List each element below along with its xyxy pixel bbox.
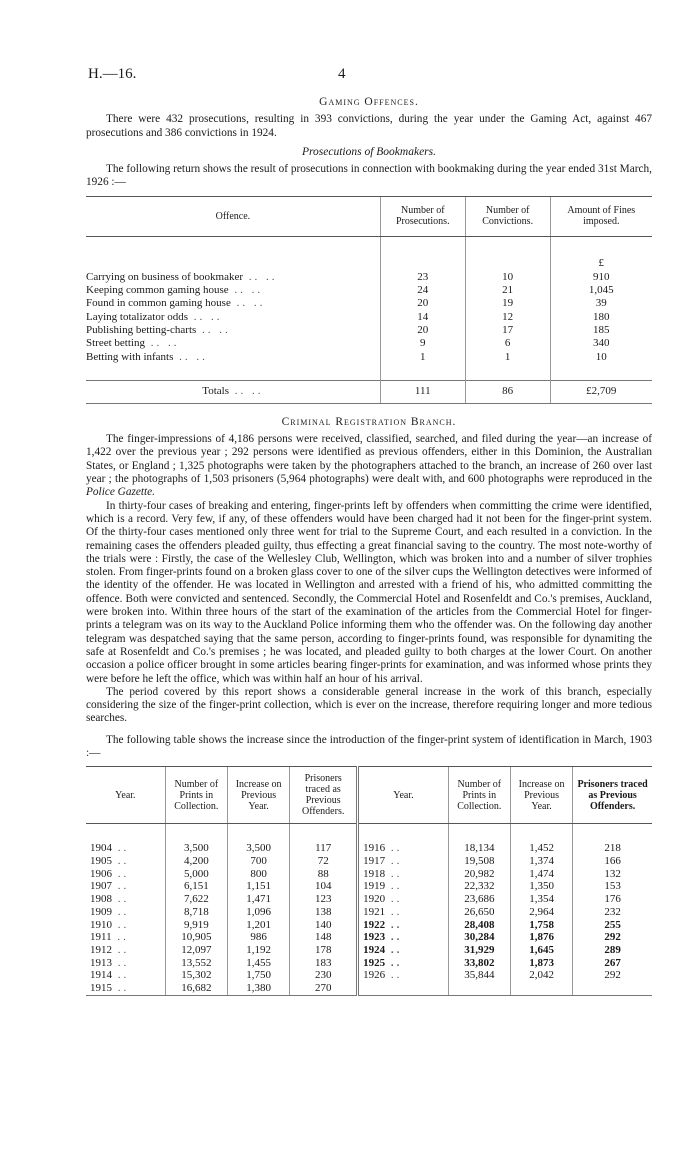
table-spacer xyxy=(86,364,652,381)
prisoners-cell-right: 289 xyxy=(573,944,652,957)
prosecutions-cell: 1 xyxy=(380,351,465,364)
prisoners-cell-left: 117 xyxy=(290,842,358,855)
gaming-offences-heading: Gaming Offences. xyxy=(319,96,419,108)
prints-cell-right: 33,802 xyxy=(448,957,510,970)
criminal-registration-heading: Criminal Registration Branch. xyxy=(281,415,457,428)
table-row xyxy=(86,284,652,297)
offence-cell xyxy=(86,324,380,337)
currency-unit: £ xyxy=(550,253,652,271)
prints-cell-right: 35,844 xyxy=(448,969,510,982)
col-prints-left: Number of Prints in Collection. xyxy=(165,767,227,824)
year-cell-right xyxy=(358,855,449,868)
year-value: 1923 xyxy=(363,931,386,944)
prisoners-cell-left: 123 xyxy=(290,893,358,906)
total-convictions: 86 xyxy=(465,380,550,403)
page-content xyxy=(86,96,652,996)
criminal-paragraph-1 xyxy=(86,433,652,499)
prosecutions-cell: 24 xyxy=(380,284,465,297)
leader-dots: .. xyxy=(385,969,403,982)
year-cell-right xyxy=(358,919,449,932)
prints-cell-left: 8,718 xyxy=(165,906,227,919)
leader-dots: .. xyxy=(111,931,129,944)
table-spacer xyxy=(86,236,652,253)
leader-dots: .. .. xyxy=(196,323,231,336)
offence-label: Carrying on business of bookmaker xyxy=(86,270,244,283)
year-cell-right xyxy=(358,868,449,881)
table-row xyxy=(86,337,652,350)
leader-dots: .. xyxy=(385,842,403,855)
increase-cell-left: 1,096 xyxy=(227,906,289,919)
prints-cell-left: 6,151 xyxy=(165,880,227,893)
col-year-right: Year. xyxy=(358,767,449,824)
leader-dots: .. xyxy=(385,956,403,969)
prisoners-cell-right: 255 xyxy=(573,919,652,932)
prisoners-cell-right: 292 xyxy=(573,931,652,944)
prisoners-cell-left: 138 xyxy=(290,906,358,919)
prints-cell-left: 10,905 xyxy=(165,931,227,944)
prisoners-cell-right: 166 xyxy=(573,855,652,868)
year-cell-left xyxy=(86,855,165,868)
year-value: 1920 xyxy=(363,893,386,906)
table-row xyxy=(86,351,652,364)
table-row xyxy=(86,311,652,324)
leader-dots: .. .. xyxy=(228,284,264,297)
year-value: 1912 xyxy=(90,943,112,956)
year-value: 1906 xyxy=(90,867,112,880)
year-cell-left xyxy=(86,893,165,906)
offence-cell xyxy=(86,271,380,284)
year-value: 1904 xyxy=(90,842,112,855)
offence-cell xyxy=(86,351,380,364)
col-prints-right: Number of Prints in Collection. xyxy=(448,767,510,824)
empty-cell xyxy=(510,982,572,995)
col-prisoners-right: Prisoners traced as Previous Offenders. xyxy=(573,767,652,824)
prints-cell-right: 30,284 xyxy=(448,931,510,944)
offence-cell xyxy=(86,297,380,310)
leader-dots: .. xyxy=(385,931,403,944)
prints-cell-left: 5,000 xyxy=(165,868,227,881)
table-row xyxy=(86,969,652,982)
criminal-paragraph-3: The period covered by this report shows a considerable general increase in the work of this branch, especially considering the size of the finger-print collection, which is ever on the increase, therefore requiring longer and more tedious searches. xyxy=(86,685,652,725)
offence-label: Street betting xyxy=(86,337,145,350)
gaming-paragraph: There were 432 prosecutions, resulting in 393 convictions, during the year under the Gaming Act, against 467 prosecutions and 386 convictions in 1924. xyxy=(86,113,652,139)
increase-cell-left: 3,500 xyxy=(227,842,289,855)
prints-cell-right: 22,332 xyxy=(448,880,510,893)
prints-cell-left: 7,622 xyxy=(165,893,227,906)
fines-cell: 1,045 xyxy=(550,284,652,297)
table-row xyxy=(86,842,652,855)
year-cell-left xyxy=(86,969,165,982)
year-value: 1913 xyxy=(90,956,112,969)
year-cell-left xyxy=(86,957,165,970)
col-year-left: Year. xyxy=(86,767,165,824)
col-fines: Amount of Fines imposed. xyxy=(550,196,652,236)
year-value: 1910 xyxy=(90,918,112,931)
prints-cell-left: 16,682 xyxy=(165,982,227,995)
convictions-cell: 17 xyxy=(465,324,550,337)
bookmakers-table-body xyxy=(86,236,652,403)
year-value: 1926 xyxy=(363,969,386,982)
leader-dots: .. xyxy=(112,943,130,956)
leader-dots: .. .. xyxy=(188,310,223,323)
prints-cell-left: 4,200 xyxy=(165,855,227,868)
increase-cell-left: 700 xyxy=(227,855,289,868)
fines-cell: 39 xyxy=(550,297,652,310)
criminal-paragraph-4: The following table shows the increase since the introduction of the finger-print system of identification in March, 1903 :— xyxy=(86,733,652,759)
offence-label: Publishing betting-charts xyxy=(86,323,197,336)
bookmakers-intro: The following return shows the result of prosecutions in connection with bookmaking during the year ended 31st March, 1926 :— xyxy=(86,163,652,189)
year-cell-left xyxy=(86,931,165,944)
increase-cell-right: 1,645 xyxy=(510,944,572,957)
leader-dots: .. xyxy=(112,956,130,969)
year-value: 1918 xyxy=(363,867,386,880)
increase-cell-right: 1,354 xyxy=(510,893,572,906)
increase-cell-right: 1,474 xyxy=(510,868,572,881)
increase-cell-left: 1,471 xyxy=(227,893,289,906)
year-cell-left xyxy=(86,944,165,957)
table-row xyxy=(86,944,652,957)
prisoners-cell-left: 230 xyxy=(290,969,358,982)
prints-cell-right: 18,134 xyxy=(448,842,510,855)
table-row xyxy=(86,931,652,944)
table-row xyxy=(86,271,652,284)
convictions-cell: 6 xyxy=(465,337,550,350)
prisoners-cell-right: 132 xyxy=(573,868,652,881)
prisoners-cell-left: 148 xyxy=(290,931,358,944)
unit-row xyxy=(86,253,652,271)
page-header xyxy=(88,66,646,86)
table-row xyxy=(86,855,652,868)
prints-cell-right: 28,408 xyxy=(448,919,510,932)
year-cell-left xyxy=(86,919,165,932)
year-value: 1925 xyxy=(363,956,386,969)
col-increase-left: Increase on Previous Year. xyxy=(227,767,289,824)
prosecutions-cell: 14 xyxy=(380,311,465,324)
increase-cell-right: 1,758 xyxy=(510,919,572,932)
year-value: 1916 xyxy=(363,842,386,855)
increase-cell-right: 1,452 xyxy=(510,842,572,855)
leader-dots: .. xyxy=(385,867,403,880)
year-value: 1911 xyxy=(90,931,112,944)
fingerprint-table-header xyxy=(86,767,652,824)
table-row xyxy=(86,297,652,310)
prosecutions-cell: 20 xyxy=(380,297,465,310)
increase-cell-left: 1,201 xyxy=(227,919,289,932)
leader-dots: .. xyxy=(385,918,403,931)
convictions-cell: 1 xyxy=(465,351,550,364)
year-value: 1909 xyxy=(90,905,112,918)
prints-cell-left: 12,097 xyxy=(165,944,227,957)
criminal-paragraph-2: In thirty-four cases of breaking and entering, finger-prints left by offenders when committing the crime were identified, which is a record. Very few, if any, of these offenders would have been charged had it not been for the finger-print system. Of the thirty-four cases mentioned only three went for trial to the Supreme Court, and each resulted in a conviction. In the remaining cases the offenders pleaded guilty, thus effecting a great financial saving to the country. The most note-worthy of the trials were : Firstly, the case of the Wellesley Club, Wellington, which was broken into and a number of silver trophies stolen. From finger-prints found on a broken glass cover to one of the silver cups the Wellington detectives were informed of the identity of the offender. He was located in Wellington and arrested with a friend of his, who admitted committing the offence. Both were convicted and sentenced. Secondly, the Commercial Hotel and Rosenfeldt and Co.'s premises, Auckland, were broken into. Within three hours of the start of the examination of the articles from the Commercial Hotel for finger-prints a telegram was on its way to the Auckland Police informing them who the offender was. On the following day another telegram was despatched saying that the same person, according to finger-prints found, was responsible for dynamiting the safe at Rosenfeldt and Co.'s premises ; he was located, and pleaded guilty to both charges at the lower Court. On another occasion a police officer brought in some articles bearing finger-prints for examination, and was informed whose prints they were before he left the office, which was within half an hour of his arrival. xyxy=(86,499,652,685)
prisoners-cell-right: 232 xyxy=(573,906,652,919)
year-value: 1924 xyxy=(363,943,386,956)
prints-cell-left: 13,552 xyxy=(165,957,227,970)
prisoners-cell-left: 183 xyxy=(290,957,358,970)
leader-dots: .. xyxy=(112,854,130,867)
page-number: 4 xyxy=(338,66,346,82)
prints-cell-right: 20,982 xyxy=(448,868,510,881)
fines-cell: 185 xyxy=(550,324,652,337)
leader-dots: .. xyxy=(112,867,130,880)
bookmakers-table xyxy=(86,196,652,404)
prints-cell-right: 31,929 xyxy=(448,944,510,957)
year-cell-right xyxy=(358,906,449,919)
year-cell-right xyxy=(358,931,449,944)
table-row xyxy=(86,868,652,881)
increase-cell-right: 1,350 xyxy=(510,880,572,893)
year-value: 1905 xyxy=(90,854,112,867)
increase-cell-left: 1,151 xyxy=(227,880,289,893)
year-cell-right xyxy=(358,893,449,906)
leader-dots: .. xyxy=(385,893,403,906)
convictions-cell: 10 xyxy=(465,271,550,284)
prisoners-cell-left: 178 xyxy=(290,944,358,957)
prisoners-cell-left: 270 xyxy=(290,982,358,995)
police-gazette-title: Police Gazette. xyxy=(86,486,156,499)
table-row xyxy=(86,982,652,995)
year-cell-right xyxy=(358,880,449,893)
year-value: 1914 xyxy=(90,969,112,982)
year-cell-left xyxy=(86,868,165,881)
leader-dots: .. xyxy=(112,893,130,906)
year-cell-right xyxy=(358,944,449,957)
offence-label: Keeping common gaming house xyxy=(86,284,229,297)
prisoners-cell-right: 153 xyxy=(573,880,652,893)
year-cell-right xyxy=(358,842,449,855)
prints-cell-right: 19,508 xyxy=(448,855,510,868)
table-row xyxy=(86,893,652,906)
year-cell-left xyxy=(86,842,165,855)
total-prosecutions: 111 xyxy=(380,380,465,403)
prosecutions-cell: 23 xyxy=(380,271,465,284)
prints-cell-left: 3,500 xyxy=(165,842,227,855)
totals-label-cell xyxy=(86,380,380,403)
leader-dots: .. .. xyxy=(230,297,266,310)
leader-dots: .. xyxy=(112,880,130,893)
offence-label: Found in common gaming house xyxy=(86,297,231,310)
increase-cell-left: 800 xyxy=(227,868,289,881)
year-cell-left xyxy=(86,982,165,995)
leader-dots: .. xyxy=(385,905,403,918)
year-cell-left xyxy=(86,906,165,919)
document-reference: H.—16. xyxy=(88,66,137,82)
empty-cell xyxy=(358,982,449,995)
leader-dots: .. xyxy=(112,969,130,982)
table-spacer xyxy=(86,824,652,843)
increase-cell-right: 2,042 xyxy=(510,969,572,982)
prosecutions-cell: 9 xyxy=(380,337,465,350)
year-value: 1907 xyxy=(90,880,112,893)
prints-cell-left: 9,919 xyxy=(165,919,227,932)
increase-cell-left: 1,380 xyxy=(227,982,289,995)
leader-dots: .. xyxy=(385,880,403,893)
convictions-cell: 12 xyxy=(465,311,550,324)
offence-cell xyxy=(86,311,380,324)
leader-dots: .. xyxy=(112,842,130,855)
convictions-cell: 21 xyxy=(465,284,550,297)
prisoners-cell-left: 88 xyxy=(290,868,358,881)
leader-dots: .. xyxy=(112,918,130,931)
leader-dots: .. xyxy=(385,854,403,867)
table-row xyxy=(86,919,652,932)
col-prisoners-left: Prisoners traced as Previous Offenders. xyxy=(290,767,358,824)
bookmakers-subheading: Prosecutions of Bookmakers. xyxy=(301,145,437,158)
prisoners-cell-right: 292 xyxy=(573,969,652,982)
prints-cell-right: 26,650 xyxy=(448,906,510,919)
prosecutions-cell: 20 xyxy=(380,324,465,337)
bookmakers-table-header xyxy=(86,196,652,236)
prisoners-cell-left: 72 xyxy=(290,855,358,868)
increase-cell-right: 1,374 xyxy=(510,855,572,868)
total-fines: £2,709 xyxy=(550,380,652,403)
offence-cell xyxy=(86,337,380,350)
fingerprint-table xyxy=(86,766,652,995)
increase-cell-left: 1,455 xyxy=(227,957,289,970)
table-row xyxy=(86,324,652,337)
year-value: 1921 xyxy=(363,905,386,918)
offence-label: Betting with infants xyxy=(86,350,174,363)
col-prosecutions: Number of Prosecutions. xyxy=(380,196,465,236)
criminal-p1-text: The finger-impressions of 4,186 persons were received, classified, searched, and filed during the year—an increase of 1,422 over the previous year ; 292 persons were identified as previous offenders, either in this Dominion, the Australian States, or England ; 1,325 photographs were taken by the photographers attached to the branch, an increase of 260 over last year ; the photographs of 1,503 prisoners (5,964 photographs) were dealt with, and 600 photographs were reproduced in the xyxy=(86,433,652,486)
increase-cell-right: 1,876 xyxy=(510,931,572,944)
prisoners-cell-left: 104 xyxy=(290,880,358,893)
prints-cell-left: 15,302 xyxy=(165,969,227,982)
increase-cell-left: 1,192 xyxy=(227,944,289,957)
prisoners-cell-left: 140 xyxy=(290,919,358,932)
leader-dots: .. .. xyxy=(243,270,278,283)
table-row xyxy=(86,880,652,893)
convictions-cell: 19 xyxy=(465,297,550,310)
offence-cell xyxy=(86,284,380,297)
fines-cell: 180 xyxy=(550,311,652,324)
leader-dots: .. .. xyxy=(173,350,208,363)
leader-dots: .. xyxy=(385,943,403,956)
year-cell-right xyxy=(358,969,449,982)
totals-label: Totals xyxy=(202,385,230,398)
increase-cell-left: 1,750 xyxy=(227,969,289,982)
leader-dots: .. .. xyxy=(229,385,264,398)
table-row xyxy=(86,957,652,970)
leader-dots: .. .. xyxy=(144,337,180,350)
prisoners-cell-right: 176 xyxy=(573,893,652,906)
year-cell-right xyxy=(358,957,449,970)
increase-cell-right: 2,964 xyxy=(510,906,572,919)
col-offence: Offence. xyxy=(86,196,380,236)
prints-cell-right: 23,686 xyxy=(448,893,510,906)
year-value: 1919 xyxy=(363,880,386,893)
offence-label: Laying totalizator odds xyxy=(86,310,189,323)
prisoners-cell-right: 218 xyxy=(573,842,652,855)
totals-row xyxy=(86,380,652,403)
fines-cell: 10 xyxy=(550,351,652,364)
empty-cell xyxy=(448,982,510,995)
col-increase-right: Increase on Previous Year. xyxy=(510,767,572,824)
leader-dots: .. xyxy=(112,905,130,918)
table-row xyxy=(86,906,652,919)
col-convictions: Number of Convictions. xyxy=(465,196,550,236)
prisoners-cell-right: 267 xyxy=(573,957,652,970)
year-value: 1917 xyxy=(363,854,386,867)
leader-dots: .. xyxy=(112,982,130,995)
increase-cell-right: 1,873 xyxy=(510,957,572,970)
year-value: 1908 xyxy=(90,893,112,906)
empty-cell xyxy=(573,982,652,995)
year-value: 1922 xyxy=(363,918,386,931)
year-cell-left xyxy=(86,880,165,893)
increase-cell-left: 986 xyxy=(227,931,289,944)
year-value: 1915 xyxy=(90,982,112,995)
fines-cell: 910 xyxy=(550,271,652,284)
fines-cell: 340 xyxy=(550,337,652,350)
fingerprint-table-body xyxy=(86,824,652,995)
